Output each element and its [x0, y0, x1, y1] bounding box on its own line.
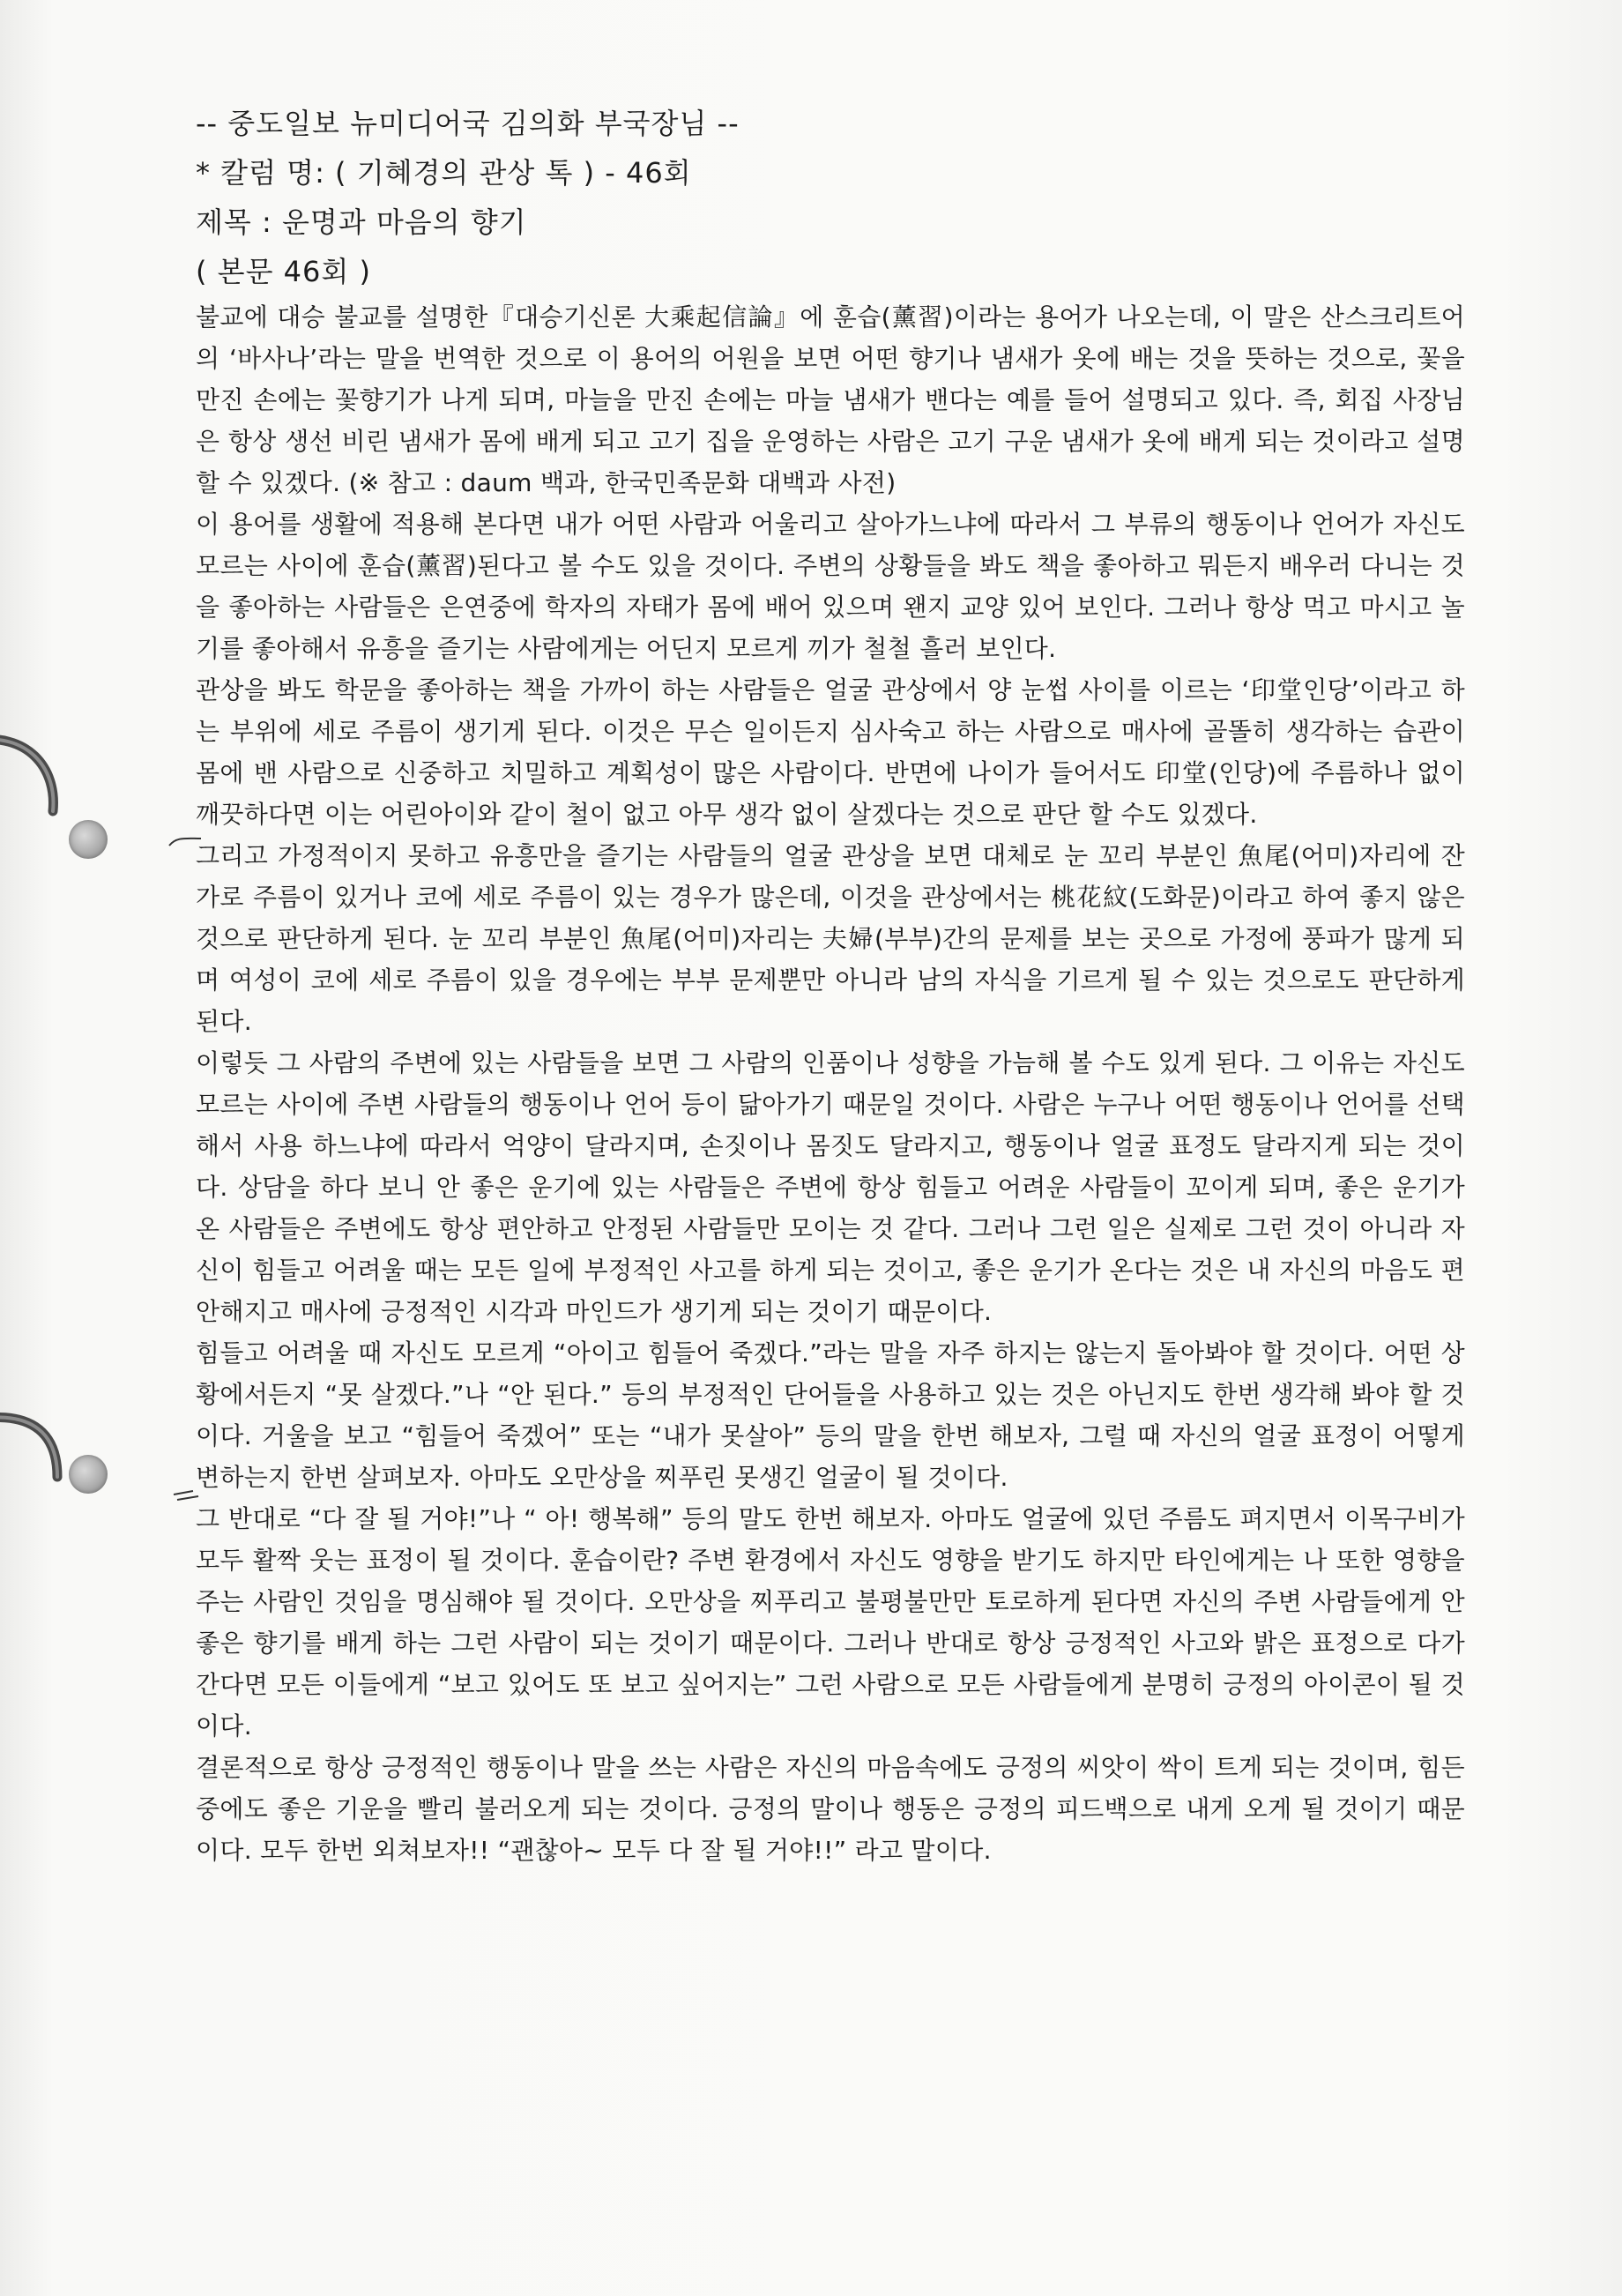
- document-body: [196, 99, 1465, 1871]
- paragraph: 그 반대로 “다 잘 될 거야!”나 “ 아! 행복해” 등의 말도 한번 해보자. 아마도 얼굴에 있던 주름도 펴지면서 이목구비가 모두 활짝 웃는 표정이 될 것이다. 훈습이란? 주변 환경에서 자신도 영향을 받기도 하지만 타인에게는 나 또한 영향을 주는 사람인 것임을 명심해야 될 것이다. 오만상을 찌푸리고 불평불만만 토로하게 된다면 자신의 주변 사람들에게 안 좋은 향기를 배게 하는 그런 사람이 되는 것이기 때문이다. 그러나 반대로 항상 긍정적인 사고와 밝은 표정으로 다가간다면 모든 이들에게 “보고 있어도 또 보고 싶어지는” 그런 사람으로 모든 사람들에게 분명히 긍정의 아이콘이 될 것이다.: [196, 1504, 1465, 1741]
- punch-hole: [69, 1455, 108, 1494]
- source-line: -- 중도일보 뉴미디어국 김의화 부국장님 --: [196, 107, 740, 140]
- section-label: ( 본문 46회 ): [196, 255, 371, 288]
- paragraph: 그리고 가정적이지 못하고 유흥만을 즐기는 사람들의 얼굴 관상을 보면 대체로 눈 꼬리 부분인 魚尾(어미)자리에 잔 가로 주름이 있거나 코에 세로 주름이 있는 경우가 많은데, 이것을 관상에서는 桃花紋(도화문)이라고 하여 좋지 않은 것으로 판단하게 된다. 눈 꼬리 부분인 魚尾(어미)자리는 夫婦(부부)간의 문제를 보는 곳으로 가정에 풍파가 많게 되며 여성이 코에 세로 주름이 있을 경우에는 부부 문제뿐만 아니라 남의 자식을 기르게 될 수 있는 것으로도 판단하게 된다.: [196, 841, 1465, 1036]
- paragraph: 이렇듯 그 사람의 주변에 있는 사람들을 보면 그 사람의 인품이나 성향을 가늠해 볼 수도 있게 된다. 그 이유는 자신도 모르는 사이에 주변 사람들의 행동이나 언어 등이 닮아가기 때문일 것이다. 사람은 누구나 어떤 행동이나 언어를 선택해서 사용 하느냐에 따라서 억양이 달라지며, 손짓이나 몸짓도 달라지고, 행동이나 얼굴 표정도 달라지게 되는 것이다. 상담을 하다 보니 안 좋은 운기에 있는 사람들은 주변에 항상 힘들고 어려운 사람들이 꼬이게 되며, 좋은 운기가 온 사람들은 주변에도 항상 편안하고 안정된 사람들만 모이는 것 같다. 그러나 그런 일은 실제로 그런 것이 아니라 자신이 힘들고 어려울 때는 모든 일에 부정적인 사고를 하게 되는 것이고, 좋은 운기가 온다는 것은 내 자신의 마음도 편안해지고 매사에 긍정적인 시각과 마인드가 생기게 되는 것이기 때문이다.: [196, 1048, 1465, 1326]
- column-title-line: * 칼럼 명: ( 기혜경의 관상 톡 ) - 46회: [196, 156, 692, 190]
- paragraph: 결론적으로 항상 긍정적인 행동이나 말을 쓰는 사람은 자신의 마음속에도 긍정의 씨앗이 싹이 트게 되는 것이며, 힘든 중에도 좋은 기운을 빨리 불러오게 되는 것이다. 긍정의 말이나 행동은 긍정의 피드백으로 내게 오게 될 것이기 때문이다. 모두 한번 외쳐보자!! “괜찮아~ 모두 다 잘 될 거야!!” 라고 말이다.: [196, 1753, 1465, 1865]
- paragraph: 불교에 대승 불교를 설명한『대승기신론 大乘起信論』에 훈습(薰習)이라는 용어가 나오는데, 이 말은 산스크리트어의 ‘바사나’라는 말을 번역한 것으로 이 용어의 어원을 보면 어떤 향기나 냄새가 옷에 배는 것을 뜻하는 것으로, 꽃을 만진 손에는 꽃향기가 나게 되며, 마늘을 만진 손에는 마늘 냄새가 밴다는 예를 들어 설명되고 있다. 즉, 회집 사장님은 항상 생선 비린 냄새가 몸에 배게 되고 고기 집을 운영하는 사람은 고기 구운 냄새가 옷에 배게 되는 것이라고 설명 할 수 있겠다. (※ 참고 : daum 백과, 한국민족문화 대백과 사전): [196, 302, 1465, 497]
- paragraph: 이 용어를 생활에 적용해 본다면 내가 어떤 사람과 어울리고 살아가느냐에 따라서 그 부류의 행동이나 언어가 자신도 모르는 사이에 훈습(薰習)된다고 볼 수도 있을 것이다. 주변의 상황들을 봐도 책을 좋아하고 뭐든지 배우러 다니는 것을 좋아하는 사람들은 은연중에 학자의 자태가 몸에 배어 있으며 왠지 교양 있어 보인다. 그러나 항상 먹고 마시고 놀기를 좋아해서 유흥을 즐기는 사람에게는 어딘지 모르게 끼가 철철 흘러 보인다.: [196, 510, 1465, 663]
- article-title: 제목 : 운명과 마음의 향기: [196, 205, 527, 239]
- paragraph: 힘들고 어려울 때 자신도 모르게 “아이고 힘들어 죽겠다.”라는 말을 자주 하지는 않는지 돌아봐야 할 것이다. 어떤 상황에서든지 “못 살겠다.”나 “안 된다.” 등의 부정적인 단어들을 사용하고 있는 것은 아닌지도 한번 생각해 봐야 할 것이다. 거울을 보고 “힘들어 죽겠어” 또는 “내가 못살아” 등의 말을 한번 해보자, 그럴 때 자신의 얼굴 표정이 어떻게 변하는지 한번 살펴보자. 아마도 오만상을 찌푸린 못생긴 얼굴이 될 것이다.: [196, 1338, 1465, 1492]
- punch-hole: [69, 820, 108, 859]
- paragraph: 관상을 봐도 학문을 좋아하는 책을 가까이 하는 사람들은 얼굴 관상에서 양 눈썹 사이를 이르는 ‘印堂인당’이라고 하는 부위에 세로 주름이 생기게 된다. 이것은 무슨 일이든지 심사숙고 하는 사람으로 매사에 골똘히 생각하는 습관이 몸에 밴 사람으로 신중하고 치밀하고 계획성이 많은 사람이다. 반면에 나이가 들어서도 印堂(인당)에 주름하나 없이 깨끗하다면 이는 어린아이와 같이 철이 없고 아무 생각 없이 살겠다는 것으로 판단 할 수도 있겠다.: [196, 675, 1466, 829]
